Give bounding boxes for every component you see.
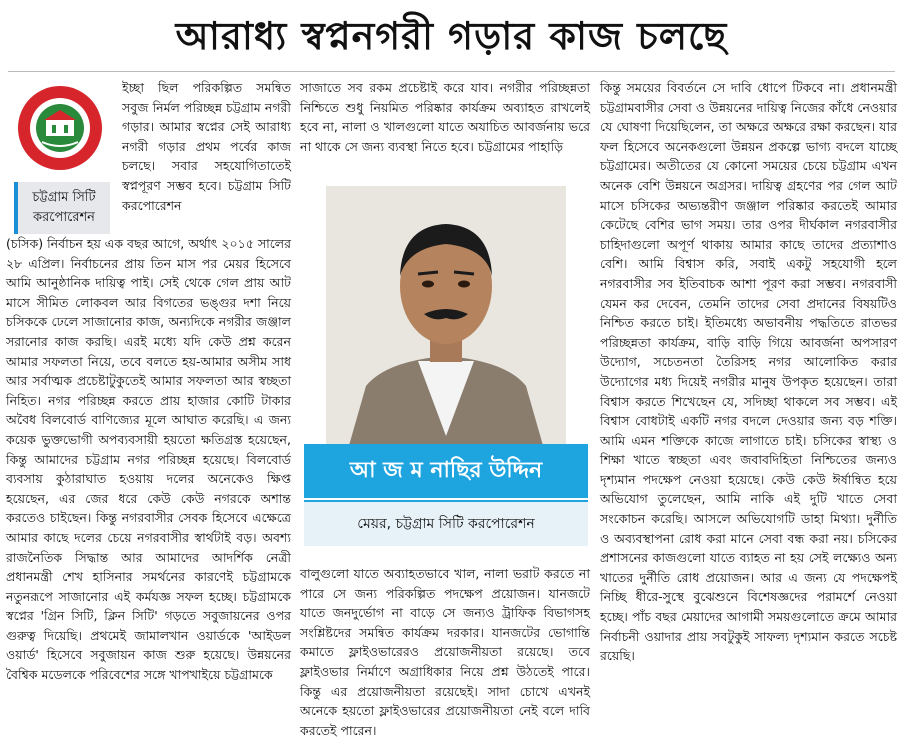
city-corporation-logo [16,84,104,172]
city-corporation-emblem-icon [16,84,104,172]
headline: আরাধ্য স্বপ্ননগরী গড়ার কাজ চলছে [175,12,728,58]
logo-caption [14,182,110,234]
person-name: আ জ ম নাছির উদ্দিন [349,457,543,483]
column-1-intro-text: ইচ্ছা ছিল পরিকল্পিত সমন্বিত সবুজ নির্মল পরিচ্ছন্ন চট্টগ্রাম নগরী গড়ার। আমার স্বপ্নের সেই আরাধ্য নগরী গড়ার প্রথম পর্বের কাজ চলছে। সবার সহযোগিতাতেই স্বপ্নপূরণ সম্ভব হবে। চট্টগ্রাম সিটি করপোরেশন [122,80,291,213]
person-title: মেয়র, চট্টগ্রাম সিটি করপোরেশন [357,516,535,532]
column-1-body-text: (চসিক) নির্বাচন হয় এক বছর আগে, অর্থাৎ ২০১৫ সালের ২৮ এপ্রিল। নির্বাচনের প্রায় তিন মাস পর মেয়র হিসেবে আমি আনুষ্ঠানিক দায়িত্ব পাই। সেই থেকে গেল প্রায় আট মাসে সীমিত লোকবল আর বিগতের ভঙ্গুর দশা নিয়ে চসিককে ঢেলে সাজানোর কাজ, অন্যদিকে নগরীর জঞ্জাল সরানোর কাজ করছি। এরই মধ্যে যদি কেউ প্রশ্ন করেন আমার সফলতা নিয়ে, তবে বলতে হয়-আমার অসীম সাধ আর সর্বাত্মক প্রচেষ্টাটুকুতেই আমার সফলতা আর স্বচ্ছতা নিহিত। নগর পরিচ্ছন্ন করতে প্রায় হাজার কোটি টাকার অবৈধ বিলবোর্ড বাণিজ্যের মূলে আঘাত করেছি। এ জন্য কয়েক ভুক্তভোগী অপব্যবসায়ী হয়তো ক্ষতিগ্রস্ত হয়েছেন, কিন্তু আমাদের চট্টগ্রাম নগর পরিচ্ছন্ন হয়েছে। বিলবোর্ড ব্যবসায় কুঠারাঘাত হওয়ায় দলের অনেকেও ক্ষিপ্ত হয়েছেন, এর জের ধরে কেউ কেউ নগরকে অশান্ত করতেও চাইছেন। কিন্তু নগরবাসীর সেবক হিসেবে এক্ষেত্রে আমার কাছে দলের চেয়ে নগরবাসীর স্বার্থটাই বড়। অবশ্য রাজনৈতিক সিদ্ধান্ত আর আমাদের আদর্শিক নেত্রী প্রধানমন্ত্রী শেখ হাসিনার সমর্থনের কারণেই চট্টগ্রামকে নতুনরূপে সাজানোর এই কর্মযজ্ঞ সফল হচ্ছে। চট্টগ্রামকে স্বপ্নের 'গ্রিন সিটি, ক্লিন সিটি' গড়তে সবুজায়নের ওপর গুরুত্ব দিয়েছি। প্রথমেই জামালখান ওয়ার্ডকে 'আইডল ওয়ার্ড' হিসেবে সবুজায়ন কাজ শুরু হয়েছে। উন্নয়নের বৈশ্বিক মডেলকে পরিবেশের সঙ্গে খাপখাইয়ে চট্টগ্রামকে [6,236,291,683]
column-2-bottom-text: বালুগুলো যাতে অব্যাহতভাবে খাল, নালা ভরাট করতে না পারে সে জন্য পরিকল্পিত পদক্ষেপ প্রয়োজন। যানজটে যাতে জনদুর্ভোগ না বাড়ে সে জন্যও ট্রাফিক বিভাগসহ সংশ্লিষ্টদের সমন্বিত কার্যক্রম দরকার। যানজটের ভোগান্তি কমাতে ফ্লাইওভারেরও প্রয়োজনীয়তা রয়েছে। তবে ফ্লাইওভার নির্মাণে অগ্রাধিকার নিয়ে প্রশ্ন উঠতেই পারে। কিন্তু এর প্রয়োজনীয়তা রয়েছেই। সাদা চোখে এখনই অনেকে হয়তো ফ্লাইওভারের প্রয়োজনীয়তা নেই বলে দাবি করতেই পারেন। [300,566,590,738]
person-name-banner [304,444,588,498]
column-2 [300,78,590,156]
column-3-text: কিন্তু সময়ের বিবর্তনে সে দাবি ধোপে টিকবে না। প্রধানমন্ত্রী চট্টগ্রামবাসীর সেবা ও উন্নয়নের দায়িত্ব নিজের কাঁধে নেওয়ার যে ঘোষণা দিয়েছিলেন, তা অক্ষরে অক্ষরে রক্ষা করছেন। যার ফল হিসেবে অনেকগুলো উন্নয়ন প্রকল্পে ভাগ্য বদলে যাচ্ছে চট্টগ্রামের। অতীতের যে কোনো সময়ের চেয়ে চট্টগ্রাম এখন অনেক বেশি উন্নয়নে অগ্রসর। দায়িত্ব গ্রহণের পর গেল আট মাসে চসিকের অভ্যন্তরীণ জঞ্জাল পরিষ্কার করতেই আমার কেটেছে বেশির ভাগ সময়। তার ওপর দীর্ঘকাল নগরবাসীর চাহিদাগুলো অপূর্ণ থাকায় আমার কাছে তাদের প্রত্যাশাও বেশি। আমি বিশ্বাস করি, সবাই একটু সহযোগী হলে নগরবাসীর সব ইতিবাচক আশা পূরণ করা সম্ভব। নগরবাসী যেমন কর দেবেন, তেমনি তাদের সেবা প্রদানের বিষয়টিও নিশ্চিত করতে চাই। ইতিমধ্যে অভাবনীয় পদ্ধতিতে রাতভর পরিচ্ছন্নতা কার্যক্রম, বাড়ি বাড়ি গিয়ে আবর্জনা অপসারণ উদ্যোগ, সচেতনতা তৈরিসহ নগর আলোকিত করার উদ্যোগের মধ্য দিয়েই নগরীর মানুষ উপকৃত হয়েছেন। তারা বিশ্বাস করতে শিখেছেন যে, সদিচ্ছা থাকলে সব সম্ভব। এই বিশ্বাস বোধটাই একটি নগর বদলে দেওয়ার জন্য বড় শক্তি। আমি এমন শক্তিকে কাজে লাগাতে চাই। চসিকের স্বাস্থ্য ও শিক্ষা খাতে স্বচ্ছতা এবং জবাবদিহিতা নিশ্চিতের জন্যও দৃশ্যমান পদক্ষেপ নেওয়া হয়েছে। কেউ কেউ ঈর্ষান্বিত হয়ে অভিযোগ তুলেছেন, আমি নাকি এই দুটি খাতে সেবা সংকোচন করেছি। আসলে অভিযোগটি ডাহা মিথ্যা। দুর্নীতি ও অব্যবস্থাপনা রোধ করা মানে সেবা বন্ধ করা নয়। চসিকের প্রশাসনের কাজগুলো যাতে ব্যাহত না হয় সেই লক্ষ্যেও অন্য খাতের দুর্নীতি রোধ প্রয়োজন। আর এ জন্য যে পদক্ষেপই নিচ্ছি ধীরে-সুস্থে বুঝেশুনে বিশেষজ্ঞদের পরামর্শে নেওয়া হচ্ছে। পাঁচ বছর মেয়াদের আগামী সময়গুলোতে ক্রমে আমার নির্বাচনী ওয়াদার প্রায় সবটুকুই সাফল্য দৃশ্যমান করতে সচেষ্ট রয়েছি। [600,80,897,664]
logo-caption-line2: করপোরেশন [33,210,95,225]
headline-box [8,6,895,72]
logo-caption-line1: চট্টগ্রাম সিটি [32,190,96,205]
column-1 [6,78,291,685]
column-2-top-text: সাজাতে সব রকম প্রচেষ্টাই করে যাব। নগরীর পরিচ্ছন্নতা নিশ্চিতে শুধু নিয়মিত পরিষ্কার কার্যক্রম অব্যাহত রাখলেই হবে না, নালা ও খালগুলো যাতে অযাচিত আবর্জনায় ভরে না থাকে সে জন্য ব্যবস্থা নিতে হবে। চট্টগ্রামের পাহাড়ি [300,80,590,154]
person-title-banner [304,500,588,546]
mayor-portrait [326,186,566,456]
logo-block [6,78,116,234]
portrait-figure-icon [326,186,566,456]
mayor-photo-block [326,186,566,558]
column-1-top [6,78,291,234]
column-3 [600,78,897,666]
